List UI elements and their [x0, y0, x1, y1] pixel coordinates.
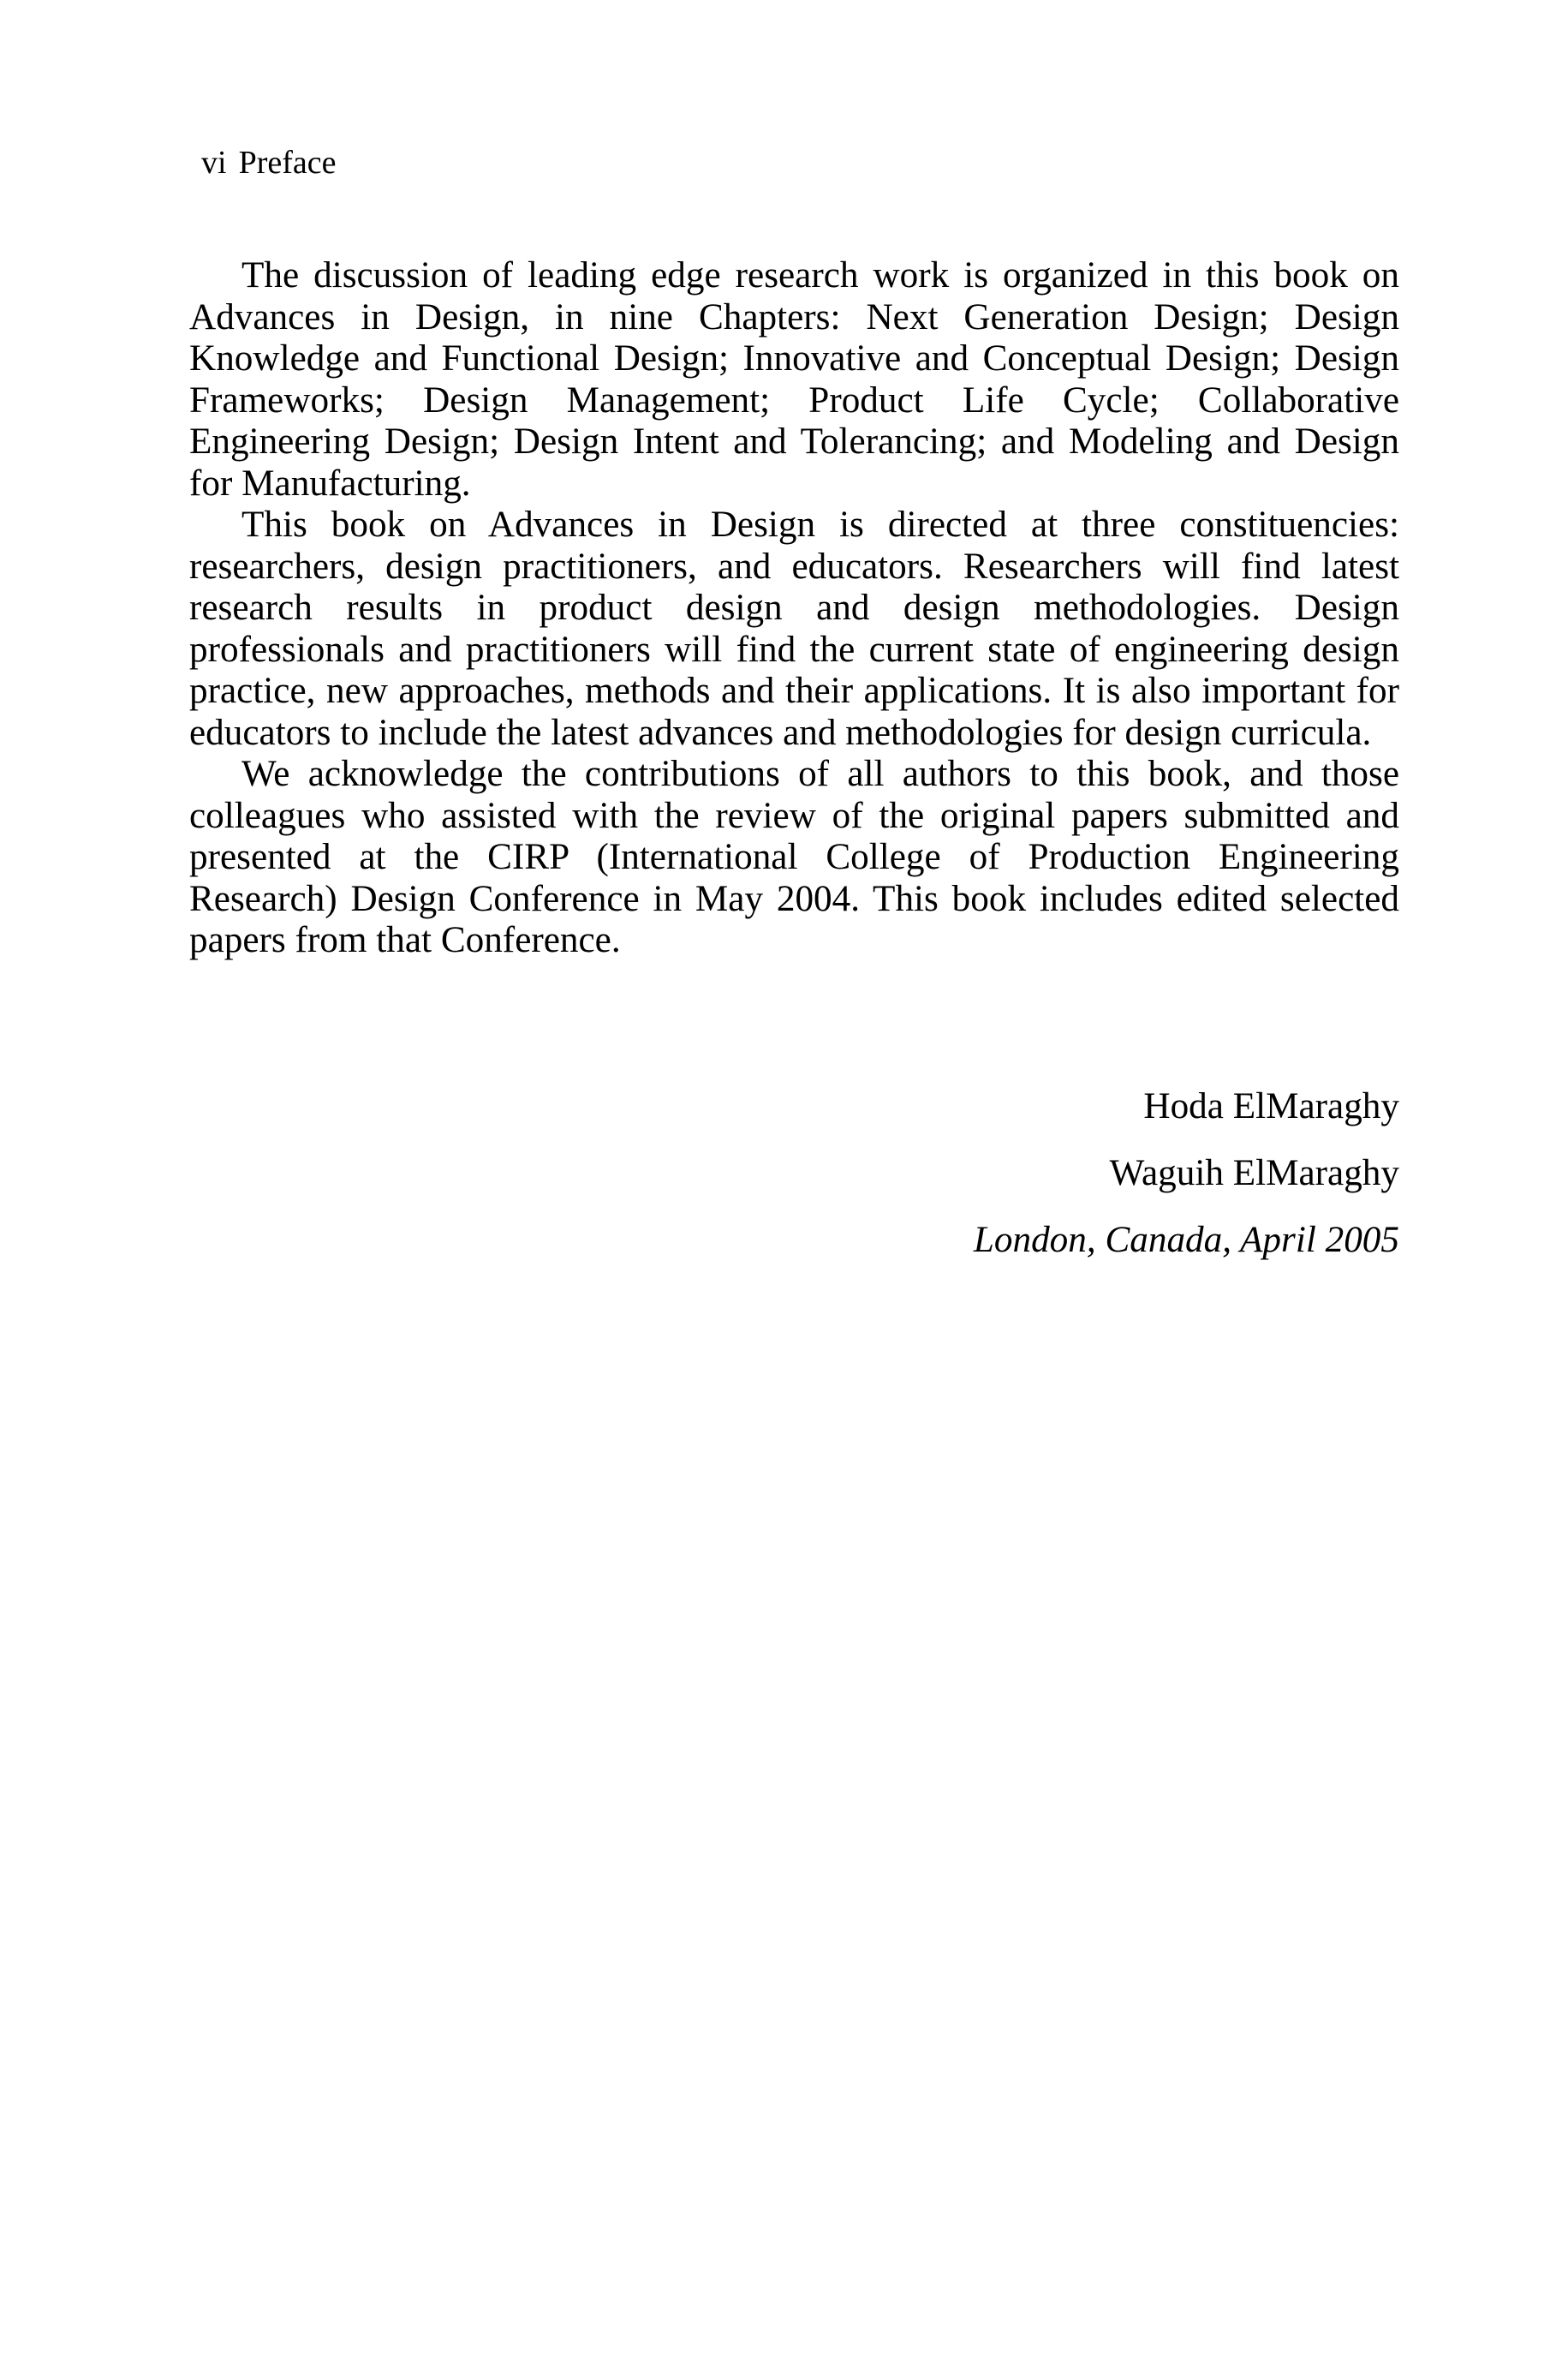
author-name: Hoda ElMaraghy: [1143, 1086, 1399, 1126]
paragraph-audience: This book on Advances in Design is directed at three constituencies: researchers, design practitioners, and educators. Researchers will find latest research results in product design and design methodologies. Design professionals and practitioners will find the current state of engineering design practice, new approaches, methods and their applications. It is also important for educators to include the latest advances and methodologies for design curricula.: [189, 505, 1399, 753]
signature-block: [800, 1073, 1399, 1274]
author-name: Waguih ElMaraghy: [1109, 1153, 1399, 1193]
page-number: vi: [201, 145, 227, 181]
running-head: [201, 144, 336, 182]
place-and-date: London, Canada, April 2005: [973, 1220, 1399, 1260]
preface-body: [189, 255, 1399, 962]
section-title: Preface: [238, 145, 337, 181]
paragraph-acknowledgement: We acknowledge the contributions of all authors to this book, and those colleagues who assisted with the review of the original papers submitted and presented at the CIRP (International College of Production Engineering Research) Design Conference in May 2004. This book includes edited selected papers from that Conference.: [189, 754, 1399, 960]
paragraph-chapters: The discussion of leading edge research work is organized in this book on Advances in Design, in nine Chapters: Next Generation Design; Design Knowledge and Functional Design; Innovative and Conceptual Design; Design Frameworks; Design Management; Product Life Cycle; Collaborative Engineering Design; Design Intent and Tolerancing; and Modeling and Design for Manufacturing.: [189, 255, 1399, 504]
